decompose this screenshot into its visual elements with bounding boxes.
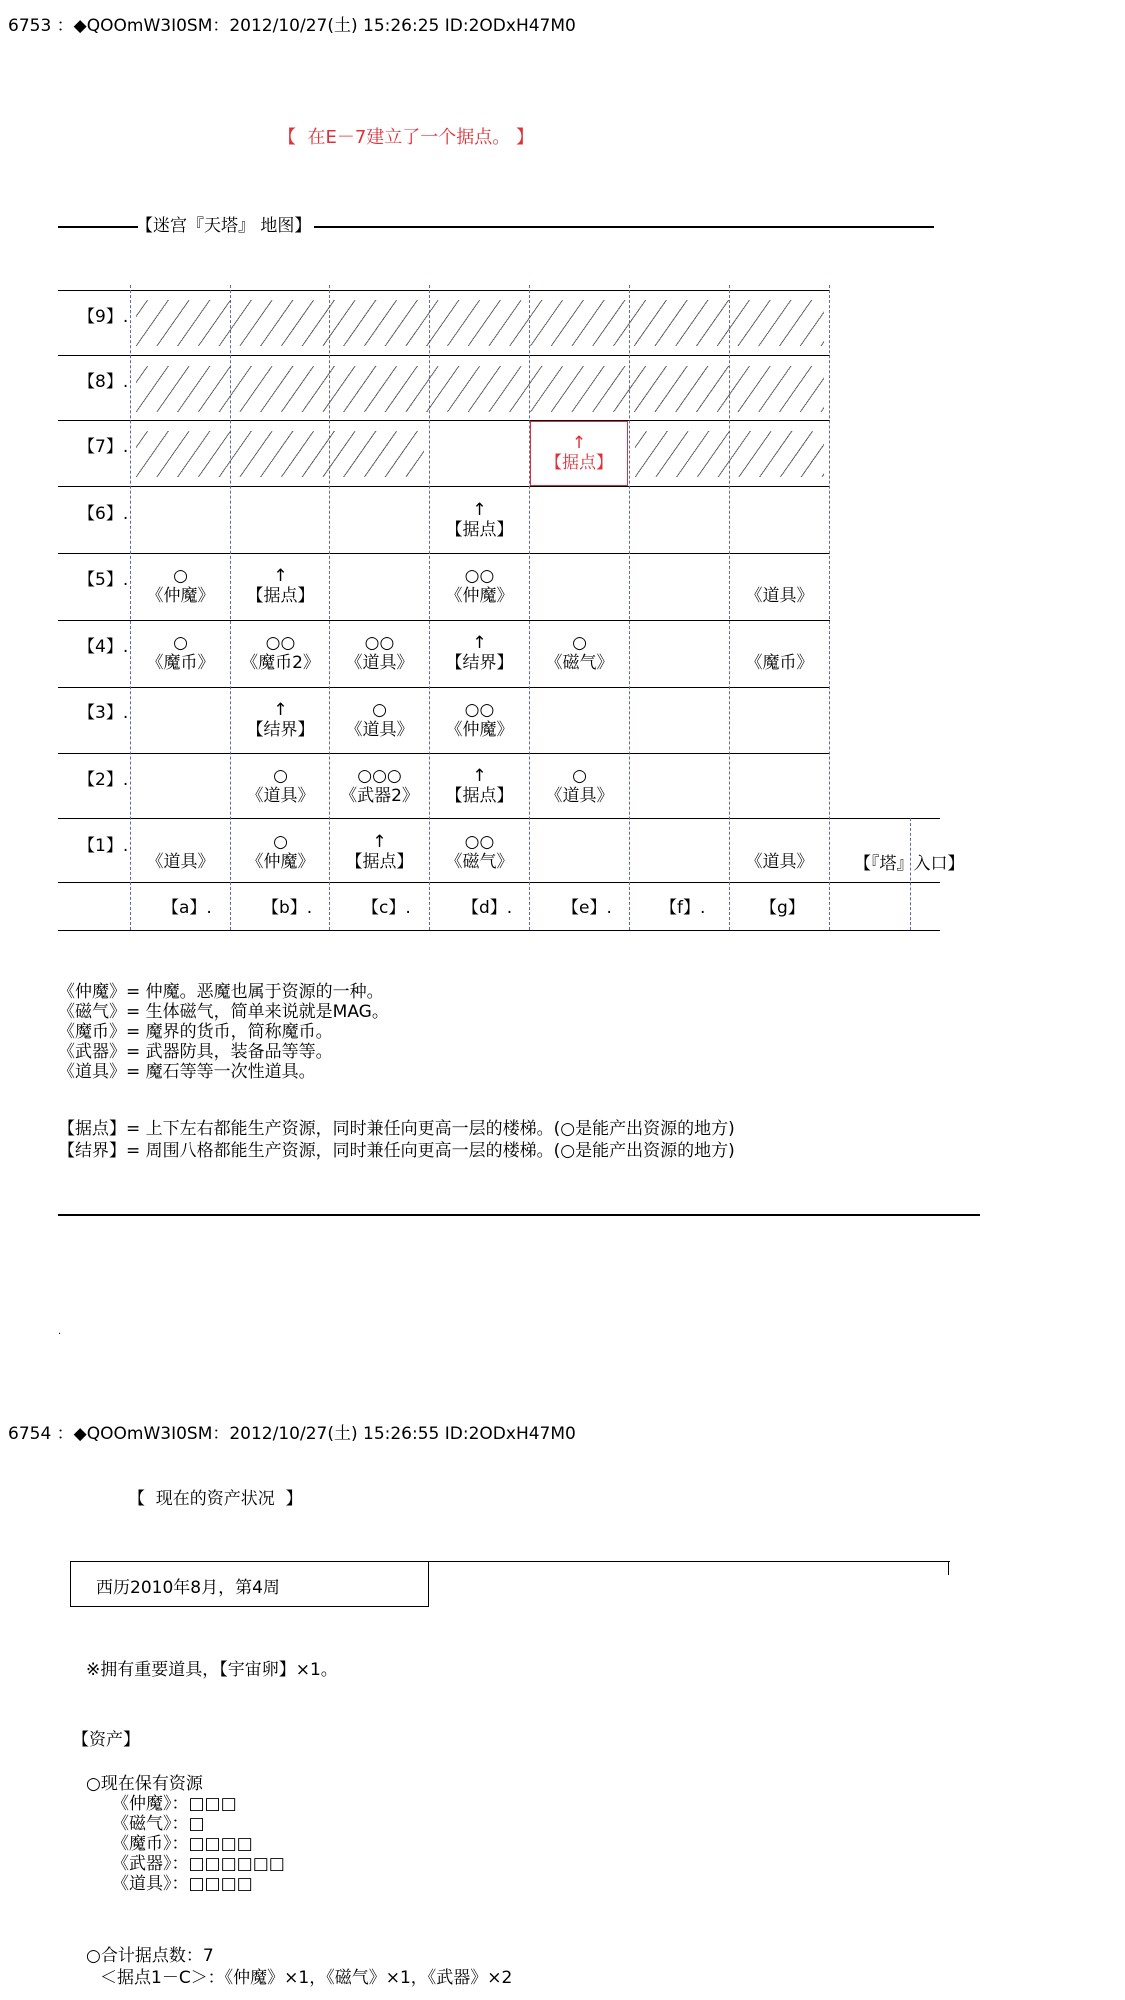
cell-symbol — [730, 633, 829, 653]
cell-c2 — [330, 766, 429, 806]
cell-symbol: ○○ — [364, 633, 395, 653]
grid-line — [58, 420, 830, 421]
cell-label: 《魔币2》 — [241, 653, 320, 673]
cell-label: 【据点】 — [445, 520, 514, 540]
cell-label: 《磁气》 — [545, 653, 614, 673]
base-1c: ＜据点1－C＞：《仲魔》×1，《磁气》×1，《武器》×2 — [100, 1968, 513, 1988]
row-label-6: 【6】. — [78, 504, 129, 524]
cell-symbol: ↑ — [472, 766, 487, 786]
assets-title: 【 现在的资产状况 】 — [128, 1489, 303, 1509]
cell-b4 — [231, 633, 330, 673]
grid-line — [58, 355, 830, 356]
grid-col-line — [829, 285, 830, 930]
grid-line — [58, 486, 830, 487]
grid-line — [58, 553, 830, 554]
row-label-2: 【2】. — [78, 770, 129, 790]
cell-d2 — [430, 766, 529, 806]
resources-block — [86, 1774, 285, 1894]
resource-item: 《武器》：□□□□□□ — [112, 1854, 285, 1874]
cell-b5 — [231, 566, 330, 606]
cell-e4 — [530, 633, 629, 673]
row-label-7: 【7】. — [78, 437, 129, 457]
resources-title: ○现在保有资源 — [86, 1774, 203, 1794]
resource-item: 《魔币》：□□□□ — [112, 1834, 253, 1854]
cell-symbol: ○ — [173, 633, 188, 653]
cell-symbol: ○ — [572, 766, 587, 786]
cell-symbol — [730, 832, 829, 852]
announcement: 【 在E－7建立了一个据点。 】 — [278, 127, 534, 148]
cell-label: 《道具》 — [345, 720, 414, 740]
date-box-right — [428, 1561, 429, 1607]
cell-c3 — [330, 700, 429, 740]
cell-d1 — [430, 832, 529, 872]
cell-label: 【结界】 — [445, 653, 514, 673]
cell-label: 《磁气》 — [445, 852, 514, 872]
dungeon-map — [0, 0, 1125, 960]
cell-d6 — [430, 500, 529, 540]
bases-total: ○合计据点数：7 — [86, 1946, 214, 1966]
rules — [58, 1118, 735, 1162]
cell-symbol: ○○ — [464, 832, 495, 852]
hatched-row-7-right — [635, 431, 824, 477]
row-label-4: 【4】. — [78, 637, 129, 657]
cell-g5 — [730, 566, 829, 606]
cell-b2 — [231, 766, 330, 806]
cell-label: 【据点】 — [445, 786, 514, 806]
col-label-c: 【c】. — [362, 898, 411, 918]
cell-symbol: ○○ — [265, 633, 296, 653]
cell-a1 — [131, 832, 230, 872]
cell-symbol: ↑ — [472, 633, 487, 653]
row-label-3: 【3】. — [78, 703, 129, 723]
cell-label: 《魔币》 — [146, 653, 215, 673]
legend — [58, 982, 389, 1082]
grid-line — [58, 882, 940, 883]
resource-item: 《道具》：□□□□ — [112, 1874, 253, 1894]
cell-label: 《仲魔》 — [246, 852, 315, 872]
rule-base: 【据点】= 上下左右都能生产资源，同时兼任向更高一层的楼梯。(○是能产出资源的地方) — [58, 1119, 735, 1139]
cell-d4 — [430, 633, 529, 673]
grid-line — [58, 930, 940, 931]
cell-symbol — [730, 566, 829, 586]
cell-label: 《道具》 — [745, 852, 814, 872]
hatched-row-8 — [136, 366, 824, 412]
grid-line — [58, 753, 830, 754]
grid-line — [58, 290, 830, 291]
post-header-6753: 6753 ：◆QOOmW3I0SM：2012/10/27(土) 15:26:25 ID:2ODxH47M0 — [8, 16, 576, 36]
cell-e2 — [530, 766, 629, 806]
col-label-f: 【f】. — [660, 898, 706, 918]
cell-g4 — [730, 633, 829, 673]
cell-label: 《道具》 — [345, 653, 414, 673]
date-box-bottom — [70, 1606, 428, 1607]
grid-line — [58, 818, 940, 819]
cell-symbol: ↑ — [273, 700, 288, 720]
cell-label: 《仲魔》 — [445, 586, 514, 606]
cell-d5 — [430, 566, 529, 606]
cell-label: 《道具》 — [246, 786, 315, 806]
date-text: 西历2010年8月，第4周 — [96, 1578, 280, 1598]
hatched-row-9 — [136, 300, 824, 346]
map-title: 【迷宫『天塔』 地图】 — [136, 216, 312, 236]
cell-label: 《仲魔》 — [146, 586, 215, 606]
cell-symbol: ↑ — [472, 500, 487, 520]
cell-label: 《道具》 — [545, 786, 614, 806]
cell-e7 — [530, 433, 628, 473]
tower-entrance: 【『塔』入口】 — [854, 854, 965, 874]
cell-label: 《仲魔》 — [445, 720, 514, 740]
cell-g1 — [730, 832, 829, 872]
col-label-g: 【g】 — [760, 898, 805, 918]
col-label-e: 【e】. — [562, 898, 612, 918]
cell-symbol: ○○ — [464, 566, 495, 586]
cell-c4 — [330, 633, 429, 673]
cell-label: 《道具》 — [146, 852, 215, 872]
cell-d3 — [430, 700, 529, 740]
date-box-left — [70, 1561, 71, 1607]
cell-label: 《武器2》 — [340, 786, 419, 806]
cell-label: 【据点】 — [545, 453, 613, 473]
cell-label: 【结界】 — [246, 720, 315, 740]
row-label-1: 【1】. — [78, 836, 129, 856]
cell-symbol: ○ — [372, 700, 387, 720]
cell-label: 【据点】 — [246, 586, 315, 606]
cell-symbol: ○ — [273, 766, 288, 786]
row-label-9: 【9】. — [78, 307, 129, 327]
post-end-rule — [58, 1214, 980, 1216]
cell-symbol: ○ — [273, 832, 288, 852]
cell-symbol: ○○○ — [357, 766, 402, 786]
assets-label: 【资产】 — [72, 1730, 140, 1750]
hatched-row-7-left — [136, 431, 424, 477]
col-label-d: 【d】. — [462, 898, 513, 918]
cell-symbol: ↑ — [273, 566, 288, 586]
row-label-5: 【5】. — [78, 570, 129, 590]
legend-item: 《道具》= 魔石等等一次性道具。 — [58, 1062, 316, 1082]
cell-label: 【据点】 — [345, 852, 414, 872]
grid-col-line — [910, 818, 911, 930]
important-item: ※拥有重要道具，【宇宙卵】×1。 — [86, 1660, 338, 1680]
legend-item: 《磁气》= 生体磁气，简单来说就是MAG。 — [58, 1002, 389, 1022]
resource-item: 《磁气》：□ — [112, 1814, 205, 1834]
date-box-top-rule — [70, 1561, 950, 1562]
stray-dot: . — [58, 1326, 62, 1337]
resource-list — [86, 1794, 285, 1894]
cell-b1 — [231, 832, 330, 872]
post-header-6754: 6754 ：◆QOOmW3I0SM：2012/10/27(土) 15:26:55 ID:2ODxH47M0 — [8, 1424, 576, 1444]
cell-label: 《魔币》 — [745, 653, 814, 673]
cell-symbol: ○ — [572, 633, 587, 653]
legend-item: 《魔币》= 魔界的货币，简称魔币。 — [58, 1022, 333, 1042]
cell-a4 — [131, 633, 230, 673]
cell-symbol: ○○ — [464, 700, 495, 720]
cell-symbol: ↑ — [571, 433, 587, 453]
cell-symbol: ○ — [173, 566, 188, 586]
col-label-a: 【a】. — [162, 898, 212, 918]
cell-b3 — [231, 700, 330, 740]
row-label-8: 【8】. — [78, 372, 129, 392]
grid-line — [58, 620, 830, 621]
legend-item: 《仲魔》= 仲魔。恶魔也属于资源的一种。 — [58, 982, 384, 1002]
resource-item: 《仲魔》：□□□ — [112, 1794, 237, 1814]
cell-symbol — [131, 832, 230, 852]
cell-a5 — [131, 566, 230, 606]
cell-symbol: ↑ — [372, 832, 387, 852]
col-label-b: 【b】. — [262, 898, 313, 918]
legend-item: 《武器》= 武器防具，装备品等等。 — [58, 1042, 333, 1062]
cell-c1 — [330, 832, 429, 872]
date-box-far-right — [948, 1561, 949, 1575]
grid-line — [58, 687, 830, 688]
cell-label: 《道具》 — [745, 586, 814, 606]
rule-barrier: 【结界】= 周围八格都能生产资源，同时兼任向更高一层的楼梯。(○是能产出资源的地方) — [58, 1141, 735, 1161]
